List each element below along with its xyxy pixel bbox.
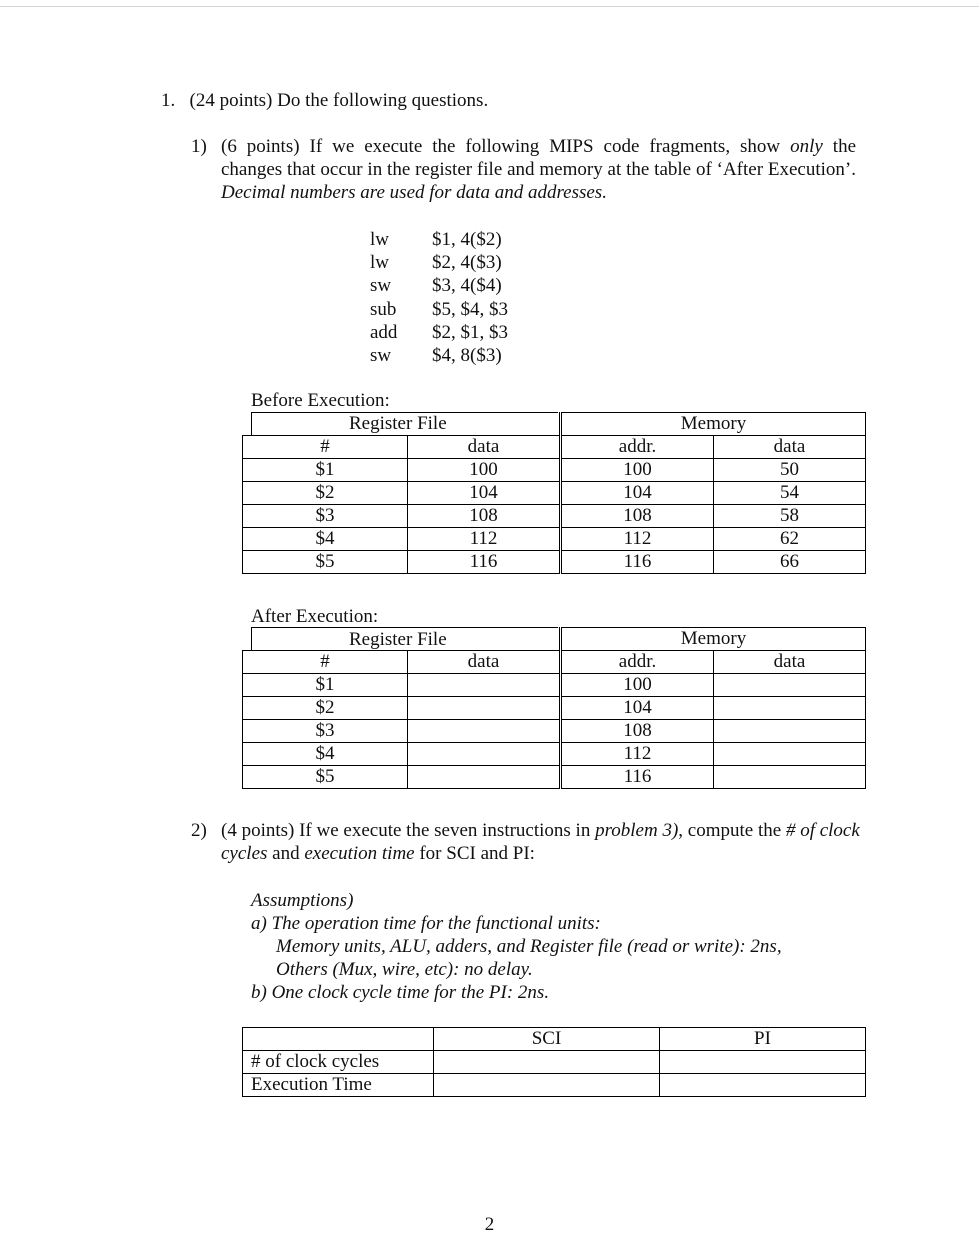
- row-execution-time-label: Execution Time: [243, 1074, 434, 1097]
- code-line: lw $1, 4($2): [370, 229, 502, 250]
- before-execution-label: Before Execution:: [251, 390, 390, 411]
- answer-cell[interactable]: [660, 1051, 866, 1074]
- after-register-file-cell: [243, 628, 561, 651]
- answer-cell[interactable]: [408, 766, 561, 789]
- part1-prompt: [221, 135, 856, 204]
- answer-cell[interactable]: [408, 697, 561, 720]
- assumption-a2: Others (Mux, wire, etc): no delay.: [276, 959, 533, 980]
- col-reg-header: #: [243, 651, 408, 674]
- col-data-header: data: [408, 436, 561, 459]
- table-row: [243, 1051, 866, 1074]
- part2-number: 2): [191, 820, 207, 841]
- part1-text-only: only: [790, 136, 823, 157]
- row-clock-cycles-label: # of clock cycles: [243, 1051, 434, 1074]
- col-addr-header: addr.: [561, 651, 714, 674]
- after-execution-label: After Execution:: [251, 606, 379, 627]
- corner-cell: [243, 1028, 434, 1051]
- col-reg-header: #: [243, 436, 408, 459]
- table-row: $2 104: [243, 697, 866, 720]
- before-header-top-rule: [251, 412, 558, 413]
- mips-code-block: [370, 228, 508, 367]
- answer-cell[interactable]: [714, 674, 866, 697]
- answer-cell[interactable]: [714, 743, 866, 766]
- answer-cell[interactable]: [434, 1074, 660, 1097]
- answer-cell[interactable]: [714, 697, 866, 720]
- code-line: sw $3, 4($4): [370, 275, 502, 297]
- table-row: $5 116 116 66: [243, 551, 866, 574]
- col-sci-header: SCI: [434, 1028, 660, 1051]
- assumption-b: b) One clock cycle time for the PI: 2ns.: [251, 982, 550, 1003]
- page-number: 2: [484, 1214, 495, 1235]
- answer-cell[interactable]: [408, 743, 561, 766]
- before-memory-header: Memory: [561, 413, 866, 436]
- part1-number: 1): [191, 136, 207, 157]
- part1-text-a: (6 points) If we execute the following MIPS code fragments, show: [221, 136, 791, 157]
- sci-pi-table: [242, 1027, 866, 1097]
- answer-cell[interactable]: [408, 674, 561, 697]
- answer-cell[interactable]: [714, 720, 866, 743]
- table-row: $2 104 104 54: [243, 482, 866, 505]
- before-header-left-rule: [251, 412, 252, 436]
- after-header-top-rule: [251, 627, 558, 628]
- col-mem-data-header: data: [714, 651, 866, 674]
- answer-cell[interactable]: [714, 766, 866, 789]
- code-line: sub $5, $4, $3: [370, 298, 508, 320]
- table-row: $4 112 112 62: [243, 528, 866, 551]
- table-row: $5 116: [243, 766, 866, 789]
- before-execution-table: [242, 412, 866, 574]
- assumptions-title: Assumptions): [251, 890, 354, 911]
- after-register-file-header: Register File: [349, 629, 447, 650]
- after-header-left-rule: [251, 627, 252, 651]
- part1-text-c: the changes that occur in the register file and memory at the table of ‘After Execution’.: [221, 136, 856, 180]
- answer-cell[interactable]: [660, 1074, 866, 1097]
- table-row: $3 108 108 58: [243, 505, 866, 528]
- part1-text-decimal-note: Decimal numbers are used for data and addresses.: [221, 182, 607, 203]
- answer-cell[interactable]: [408, 720, 561, 743]
- col-pi-header: PI: [660, 1028, 866, 1051]
- col-addr-header: addr.: [561, 436, 714, 459]
- table-row: [243, 1074, 866, 1097]
- col-data-header: data: [408, 651, 561, 674]
- assumption-a1: Memory units, ALU, adders, and Register file (read or write): 2ns,: [276, 936, 782, 957]
- assumption-a: a) The operation time for the functional units:: [251, 913, 601, 934]
- page-top-border: [0, 6, 979, 7]
- table-row: $3 108: [243, 720, 866, 743]
- table-row: $1 100: [243, 674, 866, 697]
- code-line: add $2, $1, $3: [370, 321, 508, 343]
- question-heading-text: (24 points) Do the following questions.: [189, 90, 489, 111]
- after-memory-header: Memory: [561, 628, 866, 651]
- question-number: 1.: [161, 90, 176, 111]
- after-execution-table: [242, 627, 866, 789]
- before-register-file-header: Register File: [349, 413, 447, 434]
- before-register-file-cell: [243, 413, 561, 436]
- answer-cell[interactable]: [434, 1051, 660, 1074]
- part2-prompt: (4 points) If we execute the seven instructions in problem 3), compute the # of clock cycles and execution time for SCI and PI:: [221, 820, 860, 864]
- question-heading: [161, 89, 488, 112]
- code-line: lw $2, 4($3): [370, 252, 502, 274]
- table-row: $1 100 100 50: [243, 459, 866, 482]
- table-row: $4 112: [243, 743, 866, 766]
- code-line: sw $4, 8($3): [370, 344, 502, 366]
- col-mem-data-header: data: [714, 436, 866, 459]
